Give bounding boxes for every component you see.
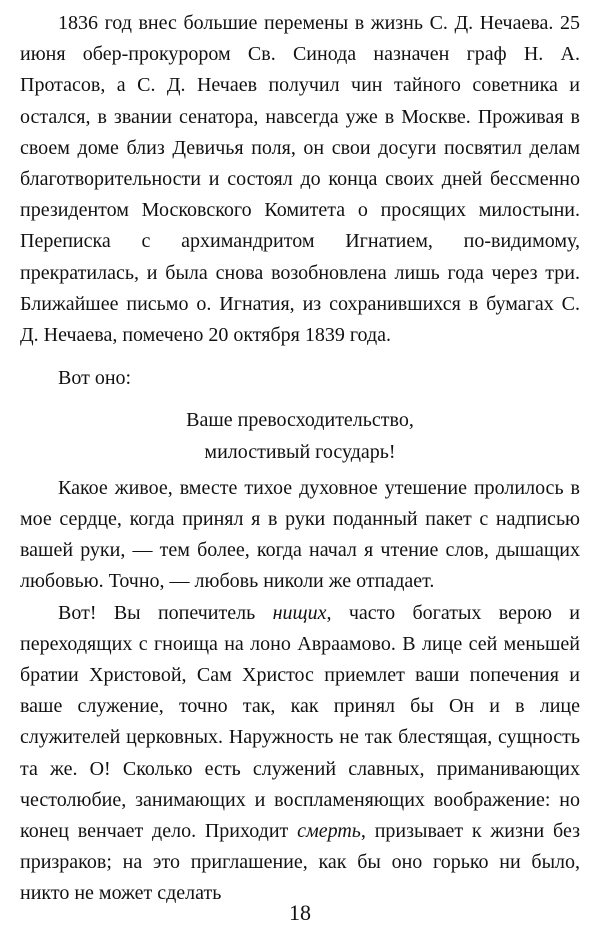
letter-lead-in: Вот оно: — [58, 367, 132, 390]
letter-paragraph-2 — [20, 598, 580, 910]
letter-paragraph-1: Какое живое, вместе тихое духовное утешение пролилось в мое сердце, когда принял я в руки поданный пакет с надписью вашей руки, — тем более, когда начал я чтение слов, дышащих любовью. Точно, — любовь николи же отпадает. — [20, 476, 580, 593]
paragraph-intro: 1836 год внес большие перемены в жизнь С. Д. Нечаева. 25 июня обер-прокурором Св. Синода назначен граф Н. А. Протасов, а С. Д. Нечаев получил чин тайного советника и остался, в звании сенатора, навсегда уже в Москве. Проживая в своем доме близ Девичья поля, он свои досуги посвятил делам благотворительности и состоял до конца своих дней бессменно президентом Московского Комитета о просящих милостыни. Переписка с архимандритом Игнатием, по-видимому, прекратилась, и была снова возобновлена лишь года через три. Ближайшее письмо о. Игнатия, из сохранившихся в бумагах С. Д. Нечаева, помечено 20 октября 1839 года. — [20, 12, 580, 347]
salutation-line-1: Ваше превосходительство, — [186, 409, 414, 432]
paragraph-text: , призывает к жизни без призраков; на это приглашение, как бы оно горько ни было, никто не может сделать — [20, 820, 580, 905]
emphasis-text: нищих — [272, 601, 327, 624]
emphasis-text: смерть — [297, 820, 361, 843]
paragraph-text: Вот! Вы попечитель — [58, 601, 273, 624]
page-number: 18 — [289, 900, 311, 925]
letter-salutation — [20, 405, 580, 467]
page-body — [20, 8, 580, 910]
paragraph-text: , часто богатых верою и переходящих с гноища на лоно Авраамово. В лице сей меньшей братии Христовой, Сам Христос приемлет ваши попечения и ваше служение, точно так, как принял бы Он и в лице служителей церковных. Наружность не так блестящая, сущность та же. О! Сколько есть служений славных, приманивающих честолюбие, занимающих и воспламеняющих воображение: но конец венчает дело. Приходит — [20, 601, 580, 843]
paragraph-gap — [20, 351, 580, 363]
salutation-line-2: милостивый государь! — [204, 440, 396, 463]
